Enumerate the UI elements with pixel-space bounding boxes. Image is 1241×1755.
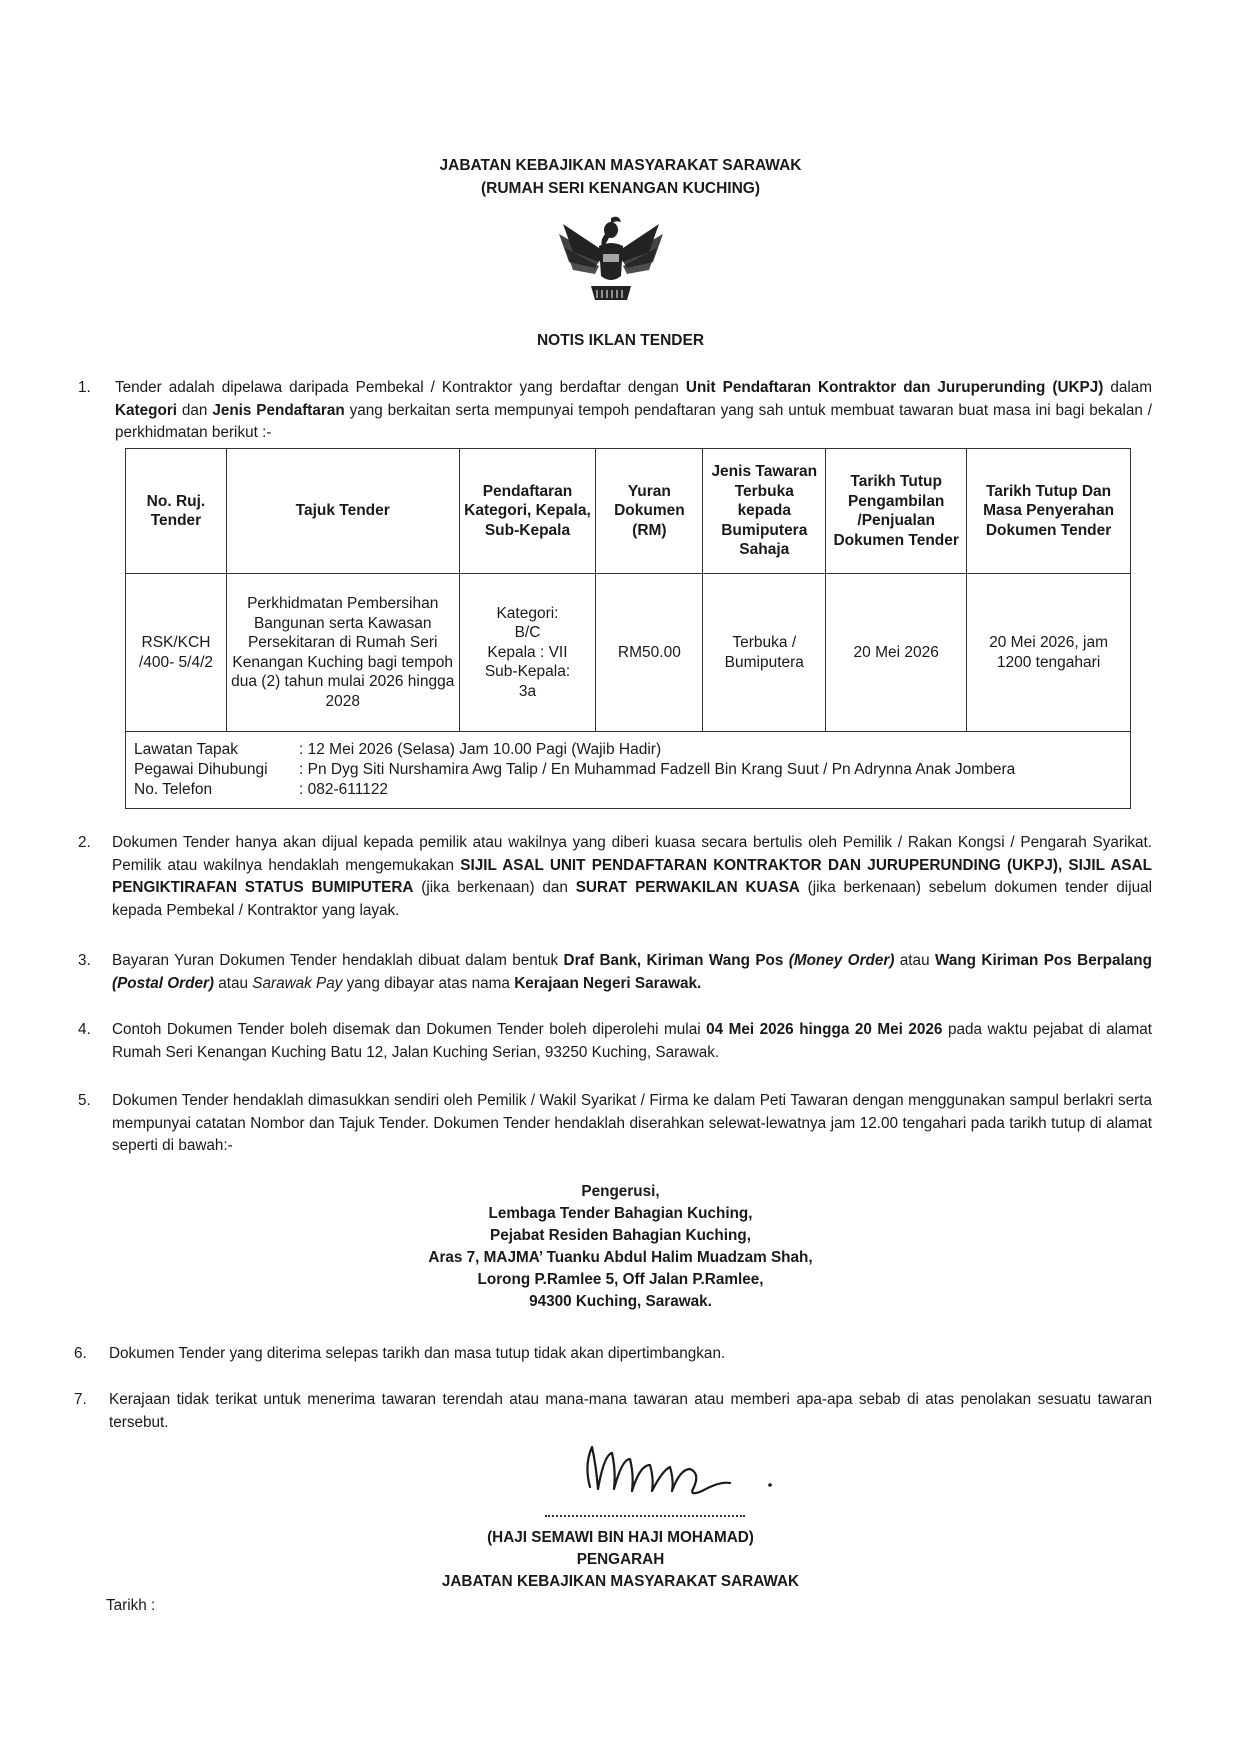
phone-value: : 082-611122 (299, 781, 389, 798)
cell-registration (459, 574, 596, 732)
signatory-name: (HAJI SEMAWI BIN HAJI MOHAMAD) (487, 1529, 754, 1546)
para-7-number: 7. (74, 1391, 87, 1408)
address-line-2: Lembaga Tender Bahagian Kuching, (488, 1205, 753, 1222)
signatory-block (0, 1527, 1241, 1593)
para-6-number: 6. (74, 1345, 87, 1362)
signatory-department: JABATAN KEBAJIKAN MASYARAKAT SARAWAK (441, 1573, 800, 1590)
address-line-3: Pejabat Residen Bahagian Kuching, (490, 1227, 751, 1244)
site-visit-value: : 12 Mei 2026 (Selasa) Jam 10.00 Pagi (Wajib Hadir) (299, 741, 662, 758)
para-1: Tender adalah dipelawa daripada Pembekal / Kontraktor yang berdaftar dengan Unit Pendaftaran Kontraktor dan Juruperunding (UKPJ) dalam Kategori dan Jenis Pendaftaran yang berkaitan serta mempunyai tempoh pendaftaran yang sah untuk membuat tawaran buat masa ini bagi bekalan / perkhidmatan berikut :- (115, 379, 1153, 441)
address-line-4: Aras 7, MAJMA’ Tuanku Abdul Halim Muadzam Shah, (428, 1249, 813, 1266)
signature-line (545, 1505, 745, 1517)
site-visit-label: Lawatan Tapak (134, 741, 238, 758)
address-line-6: 94300 Kuching, Sarawak. (529, 1293, 712, 1310)
para-5-number: 5. (78, 1092, 91, 1109)
col-header-close-sale: Tarikh Tutup Pengambilan /Penjualan Dokumen Tender (826, 449, 967, 574)
table-row (126, 574, 1131, 732)
handwritten-signature (570, 1425, 780, 1515)
info-cell (126, 732, 1131, 809)
para-6: Dokumen Tender yang diterima selepas tarikh dan masa tutup tidak akan dipertimbangkan. (109, 1345, 726, 1362)
reg-subhead-label: Sub-Kepala: (484, 663, 571, 681)
cell-close-sale: 20 Mei 2026 (826, 574, 967, 732)
para-4-number: 4. (78, 1021, 91, 1038)
address-line-1: Pengerusi, (581, 1183, 660, 1200)
reg-category-value: B/C (514, 624, 541, 642)
para-2: Dokumen Tender hanya akan dijual kepada pemilik atau wakilnya yang diberi kuasa secara bertulis oleh Pemilik / Rakan Kongsi / Pengarah Syarikat. Pemilik atau wakilnya hendaklah mengemukakan SIJIL ASAL UNIT PENDAFTARAN KONTRAKTOR DAN JURUPERUNDING (UKPJ), SIJIL ASAL PENGIKTIRAFAN STATUS BUMIPUTERA (jika berkenaan) dan SURAT PERWAKILAN KUASA (jika berkenaan) sebelum dokumen tender dijual kepada Pembekal / Kontraktor yang layak. (112, 834, 1153, 919)
contact-officer-label: Pegawai Dihubungi (134, 761, 268, 778)
date-label: Tarikh : (106, 1597, 156, 1614)
col-header-ref: No. Ruj. Tender (126, 449, 227, 574)
contact-officer-value: : Pn Dyg Siti Nurshamira Awg Talip / En Muhammad Fadzell Bin Krang Suut / Pn Adrynna Anak Jombera (299, 761, 1016, 778)
col-header-fee: Yuran Dokumen (RM) (596, 449, 703, 574)
para-5: Dokumen Tender hendaklah dimasukkan sendiri oleh Pemilik / Wakil Syarikat / Firma ke dalam Peti Tawaran dengan menggunakan sampul berlakri serta mempunyai catatan Nombor dan Tajuk Tender. Dokumen Tender hendaklah diserahkan selewat-lewatnya jam 12.00 tengahari pada tarikh tutup di alamat seperti di bawah:- (112, 1092, 1152, 1154)
cell-offer-type: Terbuka / Bumiputera (703, 574, 826, 732)
reg-subhead-value: 3a (518, 682, 537, 700)
table-info-row (126, 732, 1131, 809)
para-3-number: 3. (78, 952, 91, 969)
address-line-5: Lorong P.Ramlee 5, Off Jalan P.Ramlee, (477, 1271, 764, 1288)
col-header-title: Tajuk Tender (226, 449, 459, 574)
cell-ref: RSK/KCH /400- 5/4/2 (126, 574, 227, 732)
para-7: Kerajaan tidak terikat untuk menerima tawaran terendah atau mana-mana tawaran atau memberi apa-apa sebab di atas penolakan sesuatu tawaran tersebut. (109, 1391, 1152, 1431)
col-header-registration: Pendaftaran Kategori, Kepala, Sub-Kepala (459, 449, 596, 574)
phone-label: No. Telefon (134, 781, 213, 798)
cell-fee: RM50.00 (596, 574, 703, 732)
notice-title: NOTIS IKLAN TENDER (536, 332, 705, 349)
branch-name: (RUMAH SERI KENANGAN KUCHING) (481, 180, 760, 197)
col-header-offer-type: Jenis Tawaran Terbuka kepada Bumiputera Sahaja (703, 449, 826, 574)
para-1-number: 1. (78, 379, 91, 396)
para-2-number: 2. (78, 834, 91, 851)
col-header-close-submit: Tarikh Tutup Dan Masa Penyerahan Dokumen Tender (967, 449, 1131, 574)
tender-table-header (126, 449, 1131, 574)
sarawak-crest-icon (555, 212, 667, 310)
reg-head: Kepala : VII (487, 643, 568, 661)
tender-address (0, 1181, 1241, 1313)
signatory-position: PENGARAH (576, 1551, 665, 1568)
department-name: JABATAN KEBAJIKAN MASYARAKAT SARAWAK (439, 157, 802, 174)
para-3: Bayaran Yuran Dokumen Tender hendaklah dibuat dalam bentuk Draf Bank, Kiriman Wang Pos (Money Order) atau Wang Kiriman Pos Berpalang (Postal Order) atau Sarawak Pay yang dibayar atas nama Kerajaan Negeri Sarawak. (112, 952, 1152, 992)
reg-category-label: Kategori: (496, 604, 559, 622)
tender-table (125, 448, 1131, 809)
cell-close-submit: 20 Mei 2026, jam 1200 tengahari (967, 574, 1131, 732)
para-4: Contoh Dokumen Tender boleh disemak dan Dokumen Tender boleh diperolehi mulai 04 Mei 2026 hingga 20 Mei 2026 pada waktu pejabat di alamat Rumah Seri Kenangan Kuching Batu 12, Jalan Kuching Serian, 93250 Kuching, Sarawak. (112, 1021, 1152, 1061)
cell-title: Perkhidmatan Pembersihan Bangunan serta Kawasan Persekitaran di Rumah Seri Kenangan Kuching bagi tempoh dua (2) tahun mulai 2026 hingga 2028 (226, 574, 459, 732)
